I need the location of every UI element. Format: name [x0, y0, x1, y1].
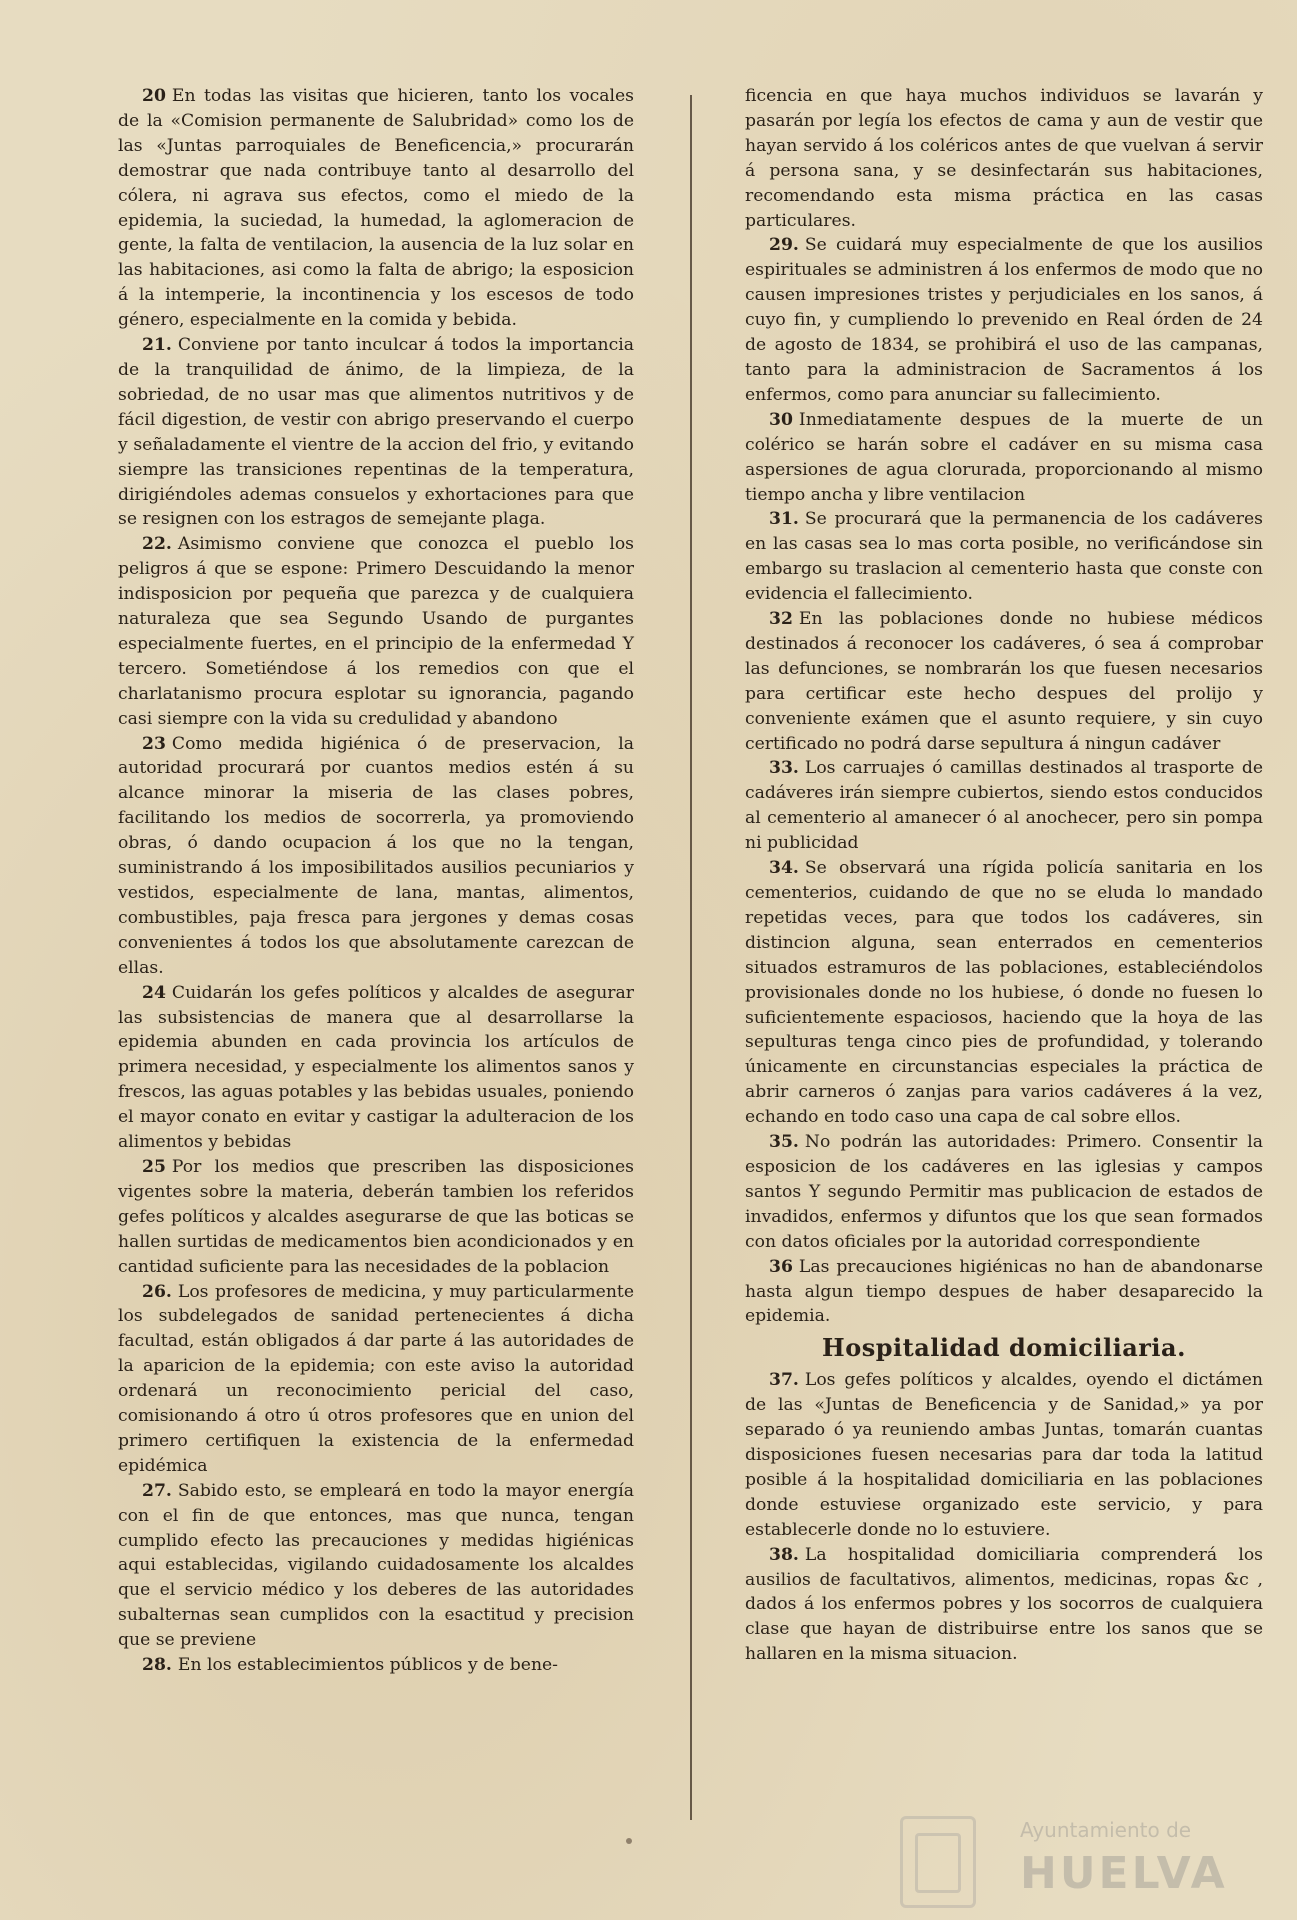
article-number: 35. — [769, 1132, 799, 1153]
right-column — [745, 84, 1263, 1667]
article-number: 34. — [769, 858, 799, 879]
article-text: En todas las visitas que hicieren, tanto los vocales de la «Comision permanente de Salubridad» como los de las «Juntas parroquiales de Beneficencia,» procurarán demostrar que nada contribuye tanto al desarrollo del cólera, ni agrava sus efectos, como el miedo de la epidemia, la suciedad, la humedad, la aglomeracion de gente, la falta de ventilacion, la ausencia de la luz solar en las habitaciones, asi como la falta de abrigo; la esposicion á la intemperie, la incontinencia y los escesos de todo género, especialmente en la comida y bebida. — [118, 86, 634, 331]
article-number: 33. — [769, 758, 799, 779]
article-text: Por los medios que prescriben las disposiciones vigentes sobre la materia, deberán tambien los referidos gefes políticos y alcaldes asegurarse de que las boticas se hallen surtidas de medicamentos bien acondicionados y en cantidad suficiente para las necesidades de la poblacion — [118, 1156, 634, 1277]
article-paragraph — [118, 532, 634, 731]
article-text: En las poblaciones donde no hubiese médicos destinados á reconocer los cadáveres, ó sea á comprobar las defunciones, se nombrarán los que fuesen necesarios para certificar este hecho despues del prolijo y conveniente exámen que el asunto requiere, y sin cuyo certificado no podrá darse sepultura á ningun cadáver — [745, 609, 1263, 754]
article-text: Inmediatamente despues de la muerte de un colérico se harán sobre el cadáver en su misma casa aspersiones de agua clorurada, proporcionando al mismo tiempo ancha y libre ventilacion — [745, 409, 1263, 505]
article-paragraph — [118, 1155, 634, 1280]
article-paragraph — [118, 1653, 634, 1678]
article-number: 20 — [142, 86, 166, 106]
article-paragraph — [118, 732, 634, 981]
article-paragraph — [745, 507, 1263, 607]
article-paragraph — [118, 1479, 634, 1653]
article-text: En los establecimientos públicos y de bene- — [177, 1655, 558, 1676]
watermark-city-text: HUELVA — [1020, 1848, 1228, 1899]
article-text: Se procurará que la permanencia de los cadáveres en las casas sea lo mas corta posible, no verificándose sin embargo su traslacion al cementerio hasta que conste con evidencia el fallecimiento. — [745, 509, 1263, 605]
article-text: Conviene por tanto inculcar á todos la importancia de la tranquilidad de ánimo, de la limpieza, de la sobriedad, de no usar mas que alimentos nutritivos y de fácil digestion, de vestir con abrigo preservando el cuerpo y señaladamente el vientre de la accion del frio, y evitando siempre las transiciones repentinas de la temperatura, dirigiéndoles ademas consuelos y exhortaciones para que se resignen con los estragos de semejante plaga. — [118, 335, 634, 530]
left-column — [118, 84, 634, 1678]
article-paragraph — [118, 333, 634, 532]
article-paragraph — [745, 408, 1263, 508]
article-number: 23 — [142, 733, 166, 754]
article-number: 32 — [769, 609, 793, 630]
article-text: No podrán las autoridades: Primero. Consentir la esposicion de los cadáveres en las iglesias y campos santos Y segundo Permitir mas publicacion de estados de invadidos, enfermos y difuntos que los que sean formados con datos oficiales por la autoridad correspondiente — [745, 1132, 1263, 1252]
article-paragraph — [745, 607, 1263, 756]
article-text: Los gefes políticos y alcaldes, oyendo el dictámen de las «Juntas de Beneficencia y de Sanidad,» ya por separado ó ya reuniendo ambas Juntas, tomarán cuantas disposiciones fuesen necesarias para dar toda la latitud posible á la hospitalidad domiciliaria en las poblaciones donde estuviese organizado este servicio, y para establecerle donde no lo estuviere. — [745, 1370, 1263, 1540]
article-paragraph — [745, 1255, 1263, 1330]
article-text: Cuidarán los gefes políticos y alcaldes de asegurar las subsistencias de manera que al desarrollarse la epidemia abunden en cada provincia los artículos de primera necesidad, y especialmente los alimentos sanos y frescos, las aguas potables y las bebidas usuales, poniendo el mayor conato en evitar y castigar la adulteracion de los alimentos y bebidas — [118, 982, 634, 1153]
article-text: Los profesores de medicina, y muy particularmente los subdelegados de sanidad pertenecientes á dicha facultad, están obligados á dar parte á las autoridades de la aparicion de la epidemia; con este aviso la autoridad ordenará un reconocimiento pericial del caso, comisionando á otro ú otros profesores que en union del primero certifiquen la existencia de la enfermedad epidémica — [118, 1281, 634, 1476]
section-heading: Hospitalidad domiciliaria. — [822, 1333, 1186, 1363]
article-text: Las precauciones higiénicas no han de abandonarse hasta algun tiempo despues de haber desaparecido la epidemia. — [745, 1256, 1263, 1327]
article-number: 30 — [769, 409, 793, 430]
article-number: 24 — [142, 982, 166, 1003]
article-text: Se observará una rígida policía sanitaria en los cementerios, cuidando de que no se eluda lo mandado repetidas veces, para que todos los cadáveres, sin distincion alguna, sean enterrados en cementerios situados estramuros de las poblaciones, estableciéndolos provisionales donde no los hubiese, ó donde no fuesen lo suficientemente espaciosos, haciendo que la hoya de las sepulturas tenga cinco pies de profundidad, y tolerando únicamente en circunstancias especiales la práctica de abrir carneros ó zanjas para varios cadáveres á la vez, echando en todo caso una capa de cal sobre ellos. — [745, 858, 1263, 1128]
article-paragraph — [745, 756, 1263, 856]
archive-watermark — [900, 1810, 1240, 1910]
ink-dot — [626, 1838, 632, 1844]
article-number: 28. — [142, 1655, 172, 1676]
article-number: 36 — [769, 1256, 793, 1277]
article-text: ficencia en que haya muchos individuos se lavarán y pasarán por legía los efectos de cama y aun de vestir que hayan servido á los coléricos antes de que vuelvan á servir á persona sana, y se desinfectarán sus habitaciones, recomendando esta misma práctica en las casas particulares. — [745, 86, 1263, 231]
article-paragraph — [118, 1280, 634, 1479]
article-text: Se cuidará muy especialmente de que los ausilios espirituales se administren á los enfermos de modo que no causen impresiones tristes y perjudiciales en los sanos, á cuyo fin, y cumpliendo lo prevenido en Real órden de 24 de agosto de 1834, se prohibirá el uso de las campanas, tanto para la administracion de Sacramentos á los enfermos, como para anunciar su fallecimiento. — [745, 235, 1263, 405]
article-paragraph — [745, 1130, 1263, 1255]
article-number: 27. — [142, 1480, 172, 1501]
article-number: 29. — [769, 235, 799, 256]
watermark-top-text: Ayuntamiento de — [1020, 1818, 1192, 1842]
archive-logo-icon — [900, 1816, 976, 1908]
article-number: 31. — [769, 509, 799, 530]
article-text: Los carruajes ó camillas destinados al trasporte de cadáveres irán siempre cubiertos, siendo estos conducidos al cementerio al amanecer ó al anochecer, pero sin pompa ni publicidad — [745, 758, 1263, 854]
article-text: La hospitalidad domiciliaria comprenderá los ausilios de facultativos, alimentos, medicinas, ropas &c , dados á los enfermos pobres y los socorros de cualquiera clase que hayan de distribuirse entre los sanos que se hallaren en la misma situacion. — [745, 1544, 1263, 1665]
article-paragraph — [745, 1543, 1263, 1668]
article-text: Asimismo conviene que conozca el pueblo los peligros á que se espone: Primero Descuidando la menor indisposicion por pequeña que parezca y de cualquiera naturaleza que sea Segundo Usando de purgantes especialmente fuertes, en el principio de la enfermedad Y tercero. Sometiéndose á los remedios con que el charlatanismo procura esplotar su ignorancia, pagando casi siempre con la vida su credulidad y abandono — [118, 534, 634, 729]
article-number: 21. — [142, 335, 172, 356]
article-text: Como medida higiénica ó de preservacion, la autoridad procurará por cuantos medios estén á su alcance minorar la miseria de las clases pobres, facilitando los medios de socorrerla, ya promoviendo obras, ó dando ocupacion á los que no la tengan, suministrando á los imposibilitados ausilios pecuniarios y vestidos, especialmente de lana, mantas, alimentos, combustibles, paja fresca para jergones y demas cosas convenientes á todos los que absolutamente carezcan de ellas. — [118, 733, 634, 978]
article-paragraph — [745, 84, 1263, 233]
article-number: 22. — [142, 534, 172, 555]
column-divider — [690, 95, 692, 1820]
article-number: 25 — [142, 1156, 166, 1177]
article-number: 37. — [769, 1370, 799, 1391]
article-text: Sabido esto, se empleará en todo la mayor energía con el fin de que entonces, mas que nunca, tengan cumplido efecto las precauciones y medidas higiénicas aqui establecidas, vigilando cuidadosamente los alcaldes que el servicio médico y los deberes de las autoridades subalternas sean cumplidos con la esactitud y precision que se previene — [118, 1480, 634, 1651]
article-paragraph — [745, 1368, 1263, 1542]
article-paragraph — [118, 981, 634, 1155]
article-paragraph — [118, 84, 634, 333]
article-number: 38. — [769, 1544, 799, 1565]
article-number: 26. — [142, 1281, 172, 1302]
article-paragraph — [745, 233, 1263, 407]
article-paragraph — [745, 856, 1263, 1130]
